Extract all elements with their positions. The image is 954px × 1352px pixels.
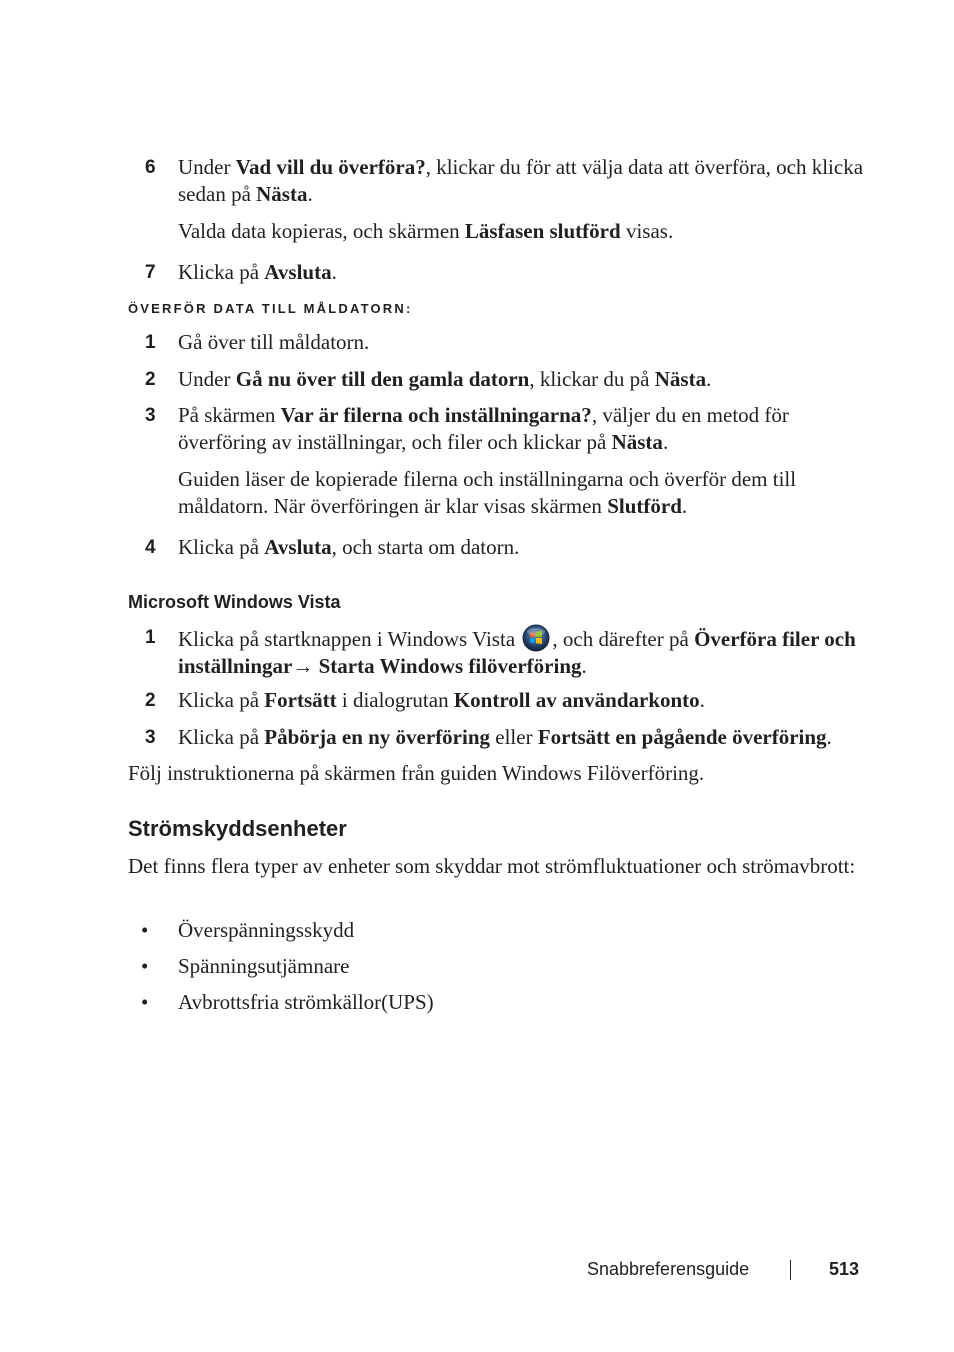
ui-term: Avsluta: [264, 535, 332, 559]
target-step-3: [128, 402, 868, 456]
ui-term: Slutförd: [607, 494, 682, 518]
target-step-4: [128, 534, 868, 561]
step-number: 3: [145, 727, 156, 748]
step-number: 2: [145, 690, 156, 711]
text-run: Klicka på: [178, 688, 265, 712]
text-run: .: [706, 367, 712, 391]
step-text: Gå över till måldatorn.: [178, 330, 370, 354]
power-protection-intro: Det finns flera typer av enheter som skyddar mot strömfluktuationer och strömavbrott:: [128, 854, 856, 878]
step-text: [178, 534, 868, 561]
text-run: Under: [178, 155, 236, 179]
step-number: 1: [145, 332, 156, 353]
text-run: Valda data kopieras, och skärmen: [178, 219, 465, 243]
text-run: .: [699, 688, 705, 712]
step-6: [128, 154, 868, 208]
step-text: [178, 687, 868, 714]
list-item-text: Avbrottsfria strömkällor(UPS): [178, 990, 434, 1014]
follow-instructions-paragraph: Följ instruktionerna på skärmen från guiden Windows Filöverföring.: [128, 761, 705, 785]
text-run: i dialogrutan: [336, 688, 454, 712]
text-run: , och därefter på: [552, 627, 695, 651]
step-number: 2: [145, 369, 156, 390]
step-number: 6: [145, 157, 156, 178]
list-item: [128, 953, 868, 980]
vista-step-3: [128, 724, 868, 751]
text-run: Klicka på startknappen i Windows Vista: [178, 627, 521, 651]
step-text: [178, 402, 868, 456]
vista-step-1: [128, 624, 868, 680]
text-run: Under: [178, 367, 236, 391]
footer-guide-label: Snabbreferensguide: [587, 1259, 750, 1279]
text-run: Guiden läser de kopierade filerna och inställningarna och överför dem till måldatorn. När överföringen är klar visas skärmen: [178, 467, 797, 518]
target-step-2: [128, 366, 868, 393]
ui-term: Kontroll av användarkonto: [453, 688, 700, 712]
step-text: [178, 724, 868, 751]
ui-term: Läsfasen slutförd: [464, 219, 621, 243]
ui-term: Avsluta: [264, 260, 332, 284]
list-item-text: Överspänningsskydd: [178, 918, 355, 942]
text-run: , och starta om datorn.: [331, 535, 520, 559]
text-run: , väljer du en metod för överföring av inställningar, och filer och klickar på: [178, 403, 789, 454]
ui-term: Gå nu över till den gamla datorn: [235, 367, 530, 391]
text-run: Klicka på: [178, 260, 265, 284]
text-run: .: [681, 494, 688, 518]
step-text: [178, 154, 868, 208]
step-text: [178, 259, 868, 286]
ui-term: Överföra filer och inställningar: [178, 627, 856, 678]
text-run: .: [581, 654, 587, 678]
heading-power-protection: Strömskyddsenheter: [128, 816, 347, 841]
arrow-icon: →: [292, 654, 314, 678]
footer-divider: [790, 1260, 791, 1280]
list-item: [128, 989, 868, 1016]
page-number: 513: [829, 1259, 860, 1279]
text-run: visas.: [620, 219, 674, 243]
ui-term: Vad vill du överföra?: [235, 155, 426, 179]
target-step-1: [128, 329, 868, 356]
text-run: .: [331, 260, 337, 284]
text-run: .: [662, 430, 669, 454]
text-run: , klickar du på: [529, 367, 655, 391]
text-run: Klicka på: [178, 725, 265, 749]
windows-vista-start-icon: [522, 624, 550, 652]
step-6-note: [178, 218, 868, 245]
list-item-text: Spänningsutjämnare: [178, 954, 350, 978]
step-number: 7: [145, 262, 156, 283]
text-run: .: [307, 182, 313, 206]
step-number: 3: [145, 405, 156, 426]
ui-term: Starta Windows filöverföring: [313, 654, 582, 678]
target-step-3-note: [178, 466, 868, 520]
step-7: [128, 259, 868, 286]
text-run: På skärmen: [178, 403, 281, 427]
vista-step-2: [128, 687, 868, 714]
ui-term: Fortsätt: [264, 688, 337, 712]
bullet-icon: •: [141, 990, 149, 1014]
step-text: [178, 624, 868, 680]
text-run: Klicka på: [178, 535, 265, 559]
ui-term: Nästa: [654, 367, 707, 391]
ui-term: Påbörja en ny överföring: [264, 725, 491, 749]
text-run: , klickar du för att välja data att överföra, och klicka sedan på: [178, 155, 864, 206]
list-item: [128, 917, 868, 944]
ui-term: Var är filerna och inställningarna?: [280, 403, 592, 427]
subheading-transfer-to-target: ÖVERFÖR DATA TILL MÅLDATORN:: [128, 301, 413, 316]
ui-term: Nästa: [256, 182, 308, 206]
step-text: [178, 366, 868, 393]
text-run: .: [826, 725, 832, 749]
heading-windows-vista: Microsoft Windows Vista: [128, 592, 341, 612]
step-number: 4: [145, 537, 156, 558]
ui-term: Nästa: [611, 430, 663, 454]
ui-term: Fortsätt en pågående överföring: [537, 725, 827, 749]
bullet-icon: •: [141, 954, 149, 978]
text-run: eller: [490, 725, 538, 749]
step-number: 1: [145, 627, 156, 648]
bullet-icon: •: [141, 918, 149, 942]
